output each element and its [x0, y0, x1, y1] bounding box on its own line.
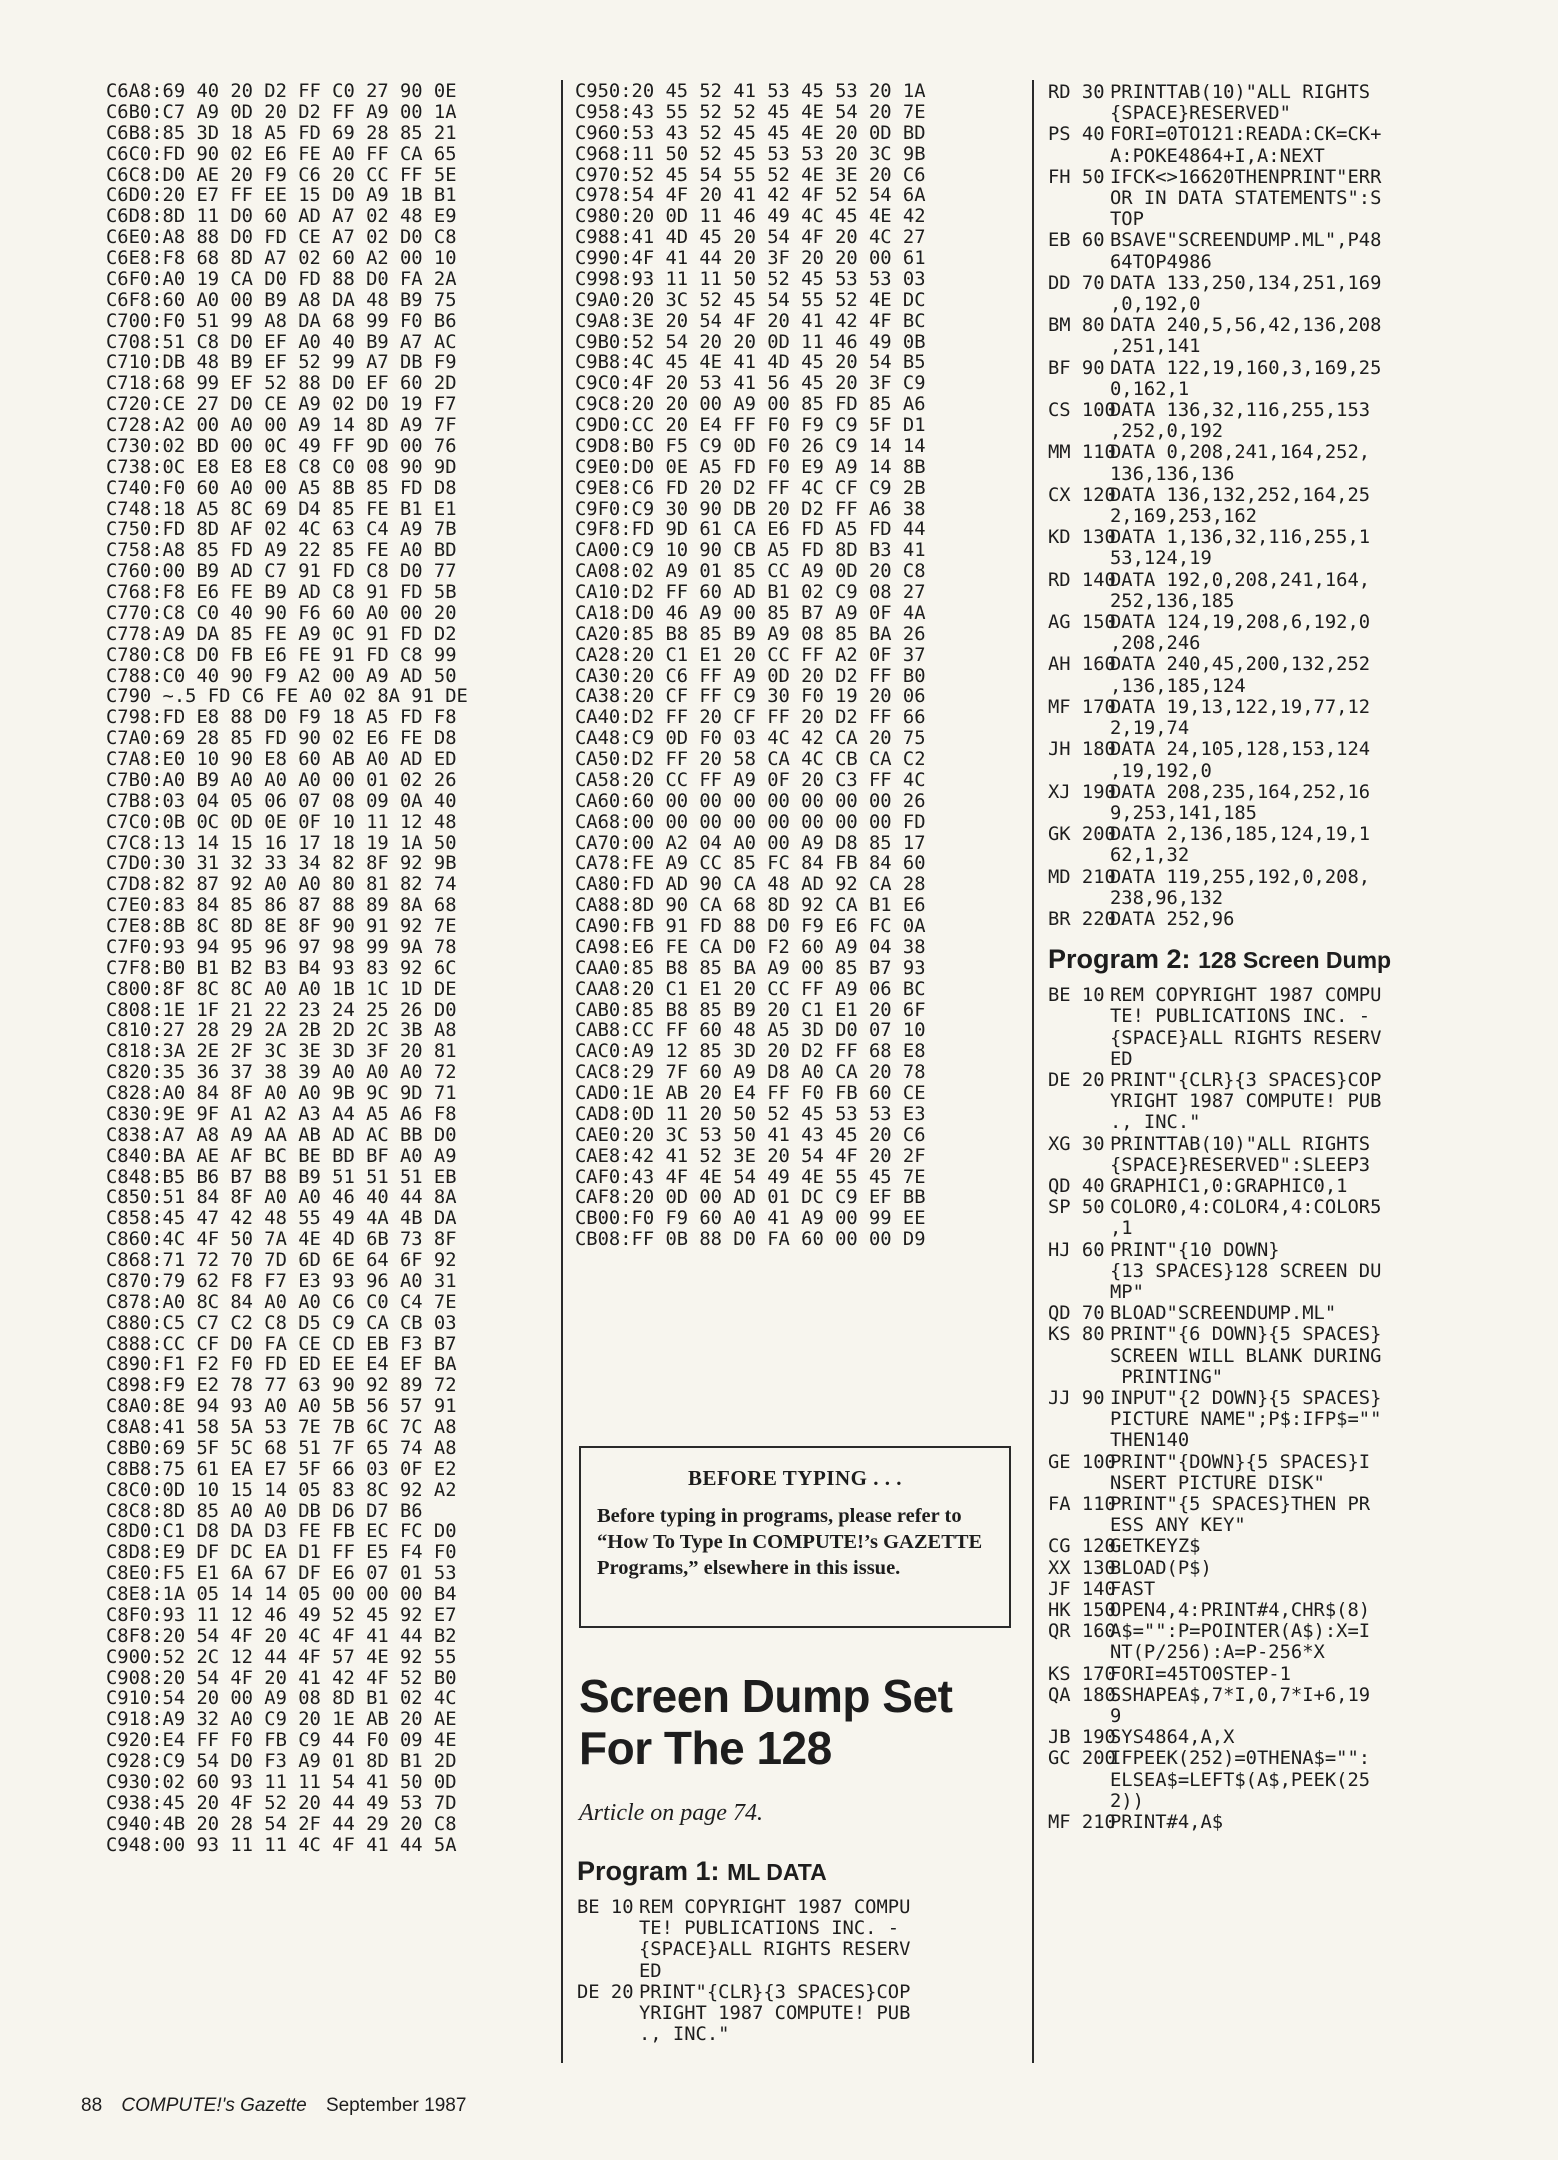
- hex-line: CA18:D0 46 A9 00 85 B7 A9 0F 4A: [575, 603, 926, 624]
- hex-line: C950:20 45 52 41 53 45 53 20 1A: [575, 82, 926, 102]
- basic-code-line: DATA 124,19,208,6,192,0 ,208,246: [1110, 612, 1371, 655]
- hex-line: CA58:20 CC FF A9 0F 20 C3 FF 4C: [575, 770, 926, 791]
- hex-line: C908:20 54 4F 20 41 42 4F 52 B0: [106, 1668, 457, 1689]
- line-checksum-label: BF 90: [1048, 357, 1105, 379]
- line-checksum-label: CS 100: [1048, 400, 1116, 422]
- program2-title: Program 2:: [1048, 944, 1191, 975]
- hex-line: C8C8:8D 85 A0 A0 DB D6 D7 B6: [106, 1501, 423, 1522]
- hex-line: C768:F8 E6 FE B9 AD C8 91 FD 5B: [106, 583, 457, 603]
- hex-line: C6C8:D0 AE 20 F9 C6 20 CC FF 5E: [106, 165, 457, 186]
- hex-line: C6F0:A0 19 CA D0 FD 88 D0 FA 2A: [106, 269, 457, 290]
- hex-line: C6E0:A8 88 D0 FD CE A7 02 D0 C8: [106, 228, 457, 249]
- hex-line: C7C8:13 14 15 16 17 18 19 1A 50: [106, 833, 457, 854]
- hex-line: CAD8:0D 11 20 50 52 45 53 53 E3: [575, 1104, 926, 1125]
- line-checksum-label: XJ 190: [1048, 781, 1116, 803]
- line-checksum-label: SP 50: [1048, 1197, 1105, 1219]
- hex-line: CA78:FE A9 CC 85 FC 84 FB 84 60: [575, 854, 926, 875]
- basic-code-line: DATA 24,105,128,153,124 ,19,192,0: [1110, 739, 1371, 782]
- hex-line: CAD0:1E AB 20 E4 FF F0 FB 60 CE: [575, 1084, 926, 1104]
- hex-line: CAE0:20 3C 53 50 41 43 45 20 C6: [575, 1125, 926, 1146]
- basic-code-line: PRINT"{CLR}{3 SPACES}COP YRIGHT 1987 COMPUTE! PUB ., INC.": [1110, 1069, 1382, 1134]
- line-checksum-label: XG 30: [1048, 1133, 1105, 1155]
- hex-line: C790 ~.5 FD C6 FE A0 02 8A 91 DE: [106, 687, 468, 708]
- hex-line: CA00:C9 10 90 CB A5 FD 8D B3 41: [575, 541, 926, 562]
- hex-line: C700:F0 51 99 A8 DA 68 99 F0 B6: [106, 311, 457, 332]
- hex-line: CAE8:42 41 52 3E 20 54 4F 20 2F: [575, 1146, 926, 1167]
- article-title: Screen Dump Set For The 128: [579, 1670, 953, 1774]
- hex-line: C938:45 20 4F 52 20 44 49 53 7D: [106, 1793, 457, 1814]
- hex-line: C6D8:8D 11 D0 60 AD A7 02 48 E9: [106, 207, 457, 228]
- hex-line: C780:C8 D0 FB E6 FE 91 FD C8 99: [106, 645, 457, 666]
- basic-code-line: COLOR0,4:COLOR4,4:COLOR5 ,1: [1110, 1197, 1382, 1240]
- basic-code-line: OPEN4,4:PRINT#4,CHR$(8): [1110, 1600, 1371, 1622]
- line-checksum-label: AH 160: [1048, 654, 1116, 676]
- basic-code-line: PRINT"{10 DOWN} {13 SPACES}128 SCREEN DU MP": [1110, 1239, 1382, 1303]
- hex-line: CAB0:85 B8 85 B9 20 C1 E1 20 6F: [575, 1000, 926, 1021]
- hex-line: C830:9E 9F A1 A2 A3 A4 A5 A6 F8: [106, 1104, 457, 1125]
- program2-listing: [1048, 985, 1476, 1833]
- hex-line: C750:FD 8D AF 02 4C 63 C4 A9 7B: [106, 520, 457, 541]
- hex-line: C730:02 BD 00 0C 49 FF 9D 00 76: [106, 436, 457, 457]
- hex-line: CAF0:43 4F 4E 54 49 4E 55 45 7E: [575, 1167, 926, 1188]
- basic-code-line: PRINT"{DOWN}{5 SPACES}I NSERT PICTURE DISK": [1110, 1451, 1371, 1494]
- basic-code-line: DATA 19,13,122,19,77,12 2,19,74: [1110, 696, 1371, 740]
- basic-code-line: DATA 119,255,192,0,208, 238,96,132: [1110, 866, 1371, 909]
- basic-code-line: DATA 240,5,56,42,136,208 ,251,141: [1110, 315, 1382, 358]
- hex-line: C7E0:83 84 85 86 87 88 89 8A 68: [106, 896, 457, 917]
- hex-line: C928:C9 54 D0 F3 A9 01 8D B1 2D: [106, 1752, 457, 1772]
- hex-line: C988:41 4D 45 20 54 4F 20 4C 27: [575, 228, 926, 249]
- line-checksum-label: XX 130: [1048, 1557, 1116, 1579]
- hex-line: CB08:FF 0B 88 D0 FA 60 00 00 D9: [575, 1230, 926, 1251]
- hex-line: C798:FD E8 88 D0 F9 18 A5 FD F8: [106, 708, 457, 729]
- line-checksum-label: QR 160: [1048, 1621, 1116, 1643]
- hex-line: C9F0:C9 30 90 DB 20 D2 FF A6 38: [575, 499, 926, 520]
- hex-line: C930:02 60 93 11 11 54 41 50 0D: [106, 1772, 457, 1793]
- program1-title: Program 1:: [577, 1856, 720, 1886]
- hex-line: CA80:FD AD 90 CA 48 AD 92 CA 28: [575, 875, 926, 896]
- basic-code-line: DATA 136,32,116,255,153 ,252,0,192: [1110, 400, 1371, 443]
- hex-line: CAC8:29 7F 60 A9 D8 A0 CA 20 78: [575, 1063, 926, 1084]
- hex-line: C890:F1 F2 F0 FD ED EE E4 EF BA: [106, 1355, 457, 1376]
- line-checksum-label: FA 110: [1048, 1494, 1116, 1515]
- hex-line: CA48:C9 0D F0 03 4C 42 CA 20 75: [575, 729, 926, 750]
- hex-line: CA30:20 C6 FF A9 0D 20 D2 FF B0: [575, 666, 926, 687]
- hex-line: C820:35 36 37 38 39 A0 A0 A0 72: [106, 1063, 457, 1084]
- hex-line: C7B8:03 04 05 06 07 08 09 0A 40: [106, 791, 457, 812]
- hex-line: CA08:02 A9 01 85 CC A9 0D 20 C8: [575, 562, 926, 583]
- hex-line: C9B8:4C 45 4E 41 4D 45 20 54 B5: [575, 353, 926, 374]
- program2-subtitle: 128 Screen Dump: [1198, 947, 1392, 974]
- basic-code-line: PRINTTAB(10)"ALL RIGHTS {SPACE}RESERVED": [1110, 82, 1371, 125]
- line-checksum-label: RD 140: [1048, 569, 1116, 591]
- hex-line: C6F8:60 A0 00 B9 A8 DA 48 B9 75: [106, 290, 457, 311]
- hex-line: C878:A0 8C 84 A0 A0 C6 C0 C4 7E: [106, 1292, 457, 1313]
- program1-listing: [577, 1897, 1017, 2045]
- basic-code-line: BLOAD(P$): [1110, 1557, 1212, 1579]
- hex-line: C948:00 93 11 11 4C 4F 41 44 5A: [106, 1835, 457, 1856]
- line-checksum-label: DE 20: [577, 1981, 634, 2003]
- hex-line: CA28:20 C1 E1 20 CC FF A2 0F 37: [575, 645, 926, 666]
- basic-code-line: FAST: [1110, 1578, 1156, 1600]
- line-checksum-label: GK 200: [1048, 824, 1116, 846]
- line-checksum-label: KS 80: [1048, 1324, 1105, 1346]
- hex-line: CAB8:CC FF 60 48 A5 3D D0 07 10: [575, 1021, 926, 1042]
- hex-line: C9D0:CC 20 E4 FF F0 F9 C9 5F D1: [575, 416, 926, 436]
- hex-line: C840:BA AE AF BC BE BD BF A0 A9: [106, 1146, 457, 1167]
- hex-line: C810:27 28 29 2A 2B 2D 2C 3B A8: [106, 1021, 457, 1042]
- hex-line: CA60:60 00 00 00 00 00 00 00 26: [575, 791, 926, 812]
- line-checksum-label: PS 40: [1048, 124, 1105, 146]
- hex-line: C8D8:E9 DF DC EA D1 FF E5 F4 F0: [106, 1543, 457, 1564]
- basic-code-line: SYS4864,A,X: [1110, 1727, 1235, 1749]
- before-typing-body: Before typing in programs, please refer to “How To Type In COMPUTE!’s GAZETTE Programs,” elsewhere in this issue.: [597, 1505, 983, 1579]
- hex-line: C770:C8 C0 40 90 F6 60 A0 00 20: [106, 603, 457, 624]
- line-checksum-label: HJ 60: [1048, 1239, 1105, 1261]
- line-checksum-label: MF 210: [1048, 1812, 1116, 1834]
- hex-line: C888:CC CF D0 FA CE CD EB F3 B7: [106, 1334, 457, 1355]
- hex-line: C7C0:0B 0C 0D 0E 0F 10 11 12 48: [106, 812, 457, 833]
- hex-line: C738:0C E8 E8 E8 C8 C0 08 90 9D: [106, 457, 457, 478]
- hex-line: C960:53 43 52 45 45 4E 20 0D BD: [575, 123, 926, 144]
- line-checksum-label: EB 60: [1048, 230, 1105, 252]
- line-checksum-label: BR 220: [1048, 908, 1116, 930]
- hex-line: C6D0:20 E7 FF EE 15 D0 A9 1B B1: [106, 186, 457, 207]
- line-checksum-label: GE 100: [1048, 1451, 1116, 1473]
- hex-line: C920:E4 FF F0 FB C9 44 F0 09 4E: [106, 1731, 457, 1752]
- hex-line: C9E8:C6 FD 20 D2 FF 4C CF C9 2B: [575, 478, 926, 499]
- hex-line: C788:C0 40 90 F9 A2 00 A9 AD 50: [106, 666, 457, 687]
- hex-line: C778:A9 DA 85 FE A9 0C 91 FD D2: [106, 624, 457, 645]
- hex-line: C728:A2 00 A0 00 A9 14 8D A9 7F: [106, 416, 457, 436]
- line-checksum-label: KD 130: [1048, 527, 1116, 549]
- basic-code-line: DATA 136,132,252,164,25 2,169,253,162: [1110, 484, 1371, 528]
- hex-line: C870:79 62 F8 F7 E3 93 96 A0 31: [106, 1271, 457, 1292]
- line-checksum-label: BM 80: [1048, 315, 1105, 337]
- line-checksum-label: DD 70: [1048, 272, 1105, 294]
- hex-line: C918:A9 32 A0 C9 20 1E AB 20 AE: [106, 1710, 457, 1731]
- hex-line: C8A0:8E 94 93 A0 A0 5B 56 57 91: [106, 1397, 457, 1418]
- line-checksum-label: QD 70: [1048, 1303, 1105, 1325]
- hex-line: CA70:00 A2 04 A0 00 A9 D8 85 17: [575, 833, 926, 854]
- hex-line: CA40:D2 FF 20 CF FF 20 D2 FF 66: [575, 708, 926, 729]
- hex-line: C910:54 20 00 A9 08 8D B1 02 4C: [106, 1689, 457, 1710]
- page-number: 88: [81, 2095, 103, 2116]
- hex-line: C7A8:E0 10 90 E8 60 AB A0 AD ED: [106, 750, 457, 770]
- hex-line: C720:CE 27 D0 CE A9 02 D0 19 F7: [106, 395, 457, 416]
- hex-line: CA98:E6 FE CA D0 F2 60 A9 04 38: [575, 937, 926, 958]
- basic-code-line: DATA 1,136,32,116,255,1 53,124,19: [1110, 527, 1371, 570]
- hex-line: C6E8:F8 68 8D A7 02 60 A2 00 10: [106, 249, 457, 269]
- hex-line: C8F8:20 54 4F 20 4C 4F 41 44 B2: [106, 1626, 457, 1647]
- hex-line: CA68:00 00 00 00 00 00 00 00 FD: [575, 812, 926, 833]
- basic-code-line: REM COPYRIGHT 1987 COMPU TE! PUBLICATIONS INC. - {SPACE}ALL RIGHTS RESERV ED: [639, 1897, 911, 1982]
- hex-line: CAF8:20 0D 00 AD 01 DC C9 EF BB: [575, 1188, 926, 1209]
- hex-column-1: [106, 82, 546, 1856]
- basic-code-line: IFCK<>16620THENPRINT"ERR OR IN DATA STATEMENTS":S TOP: [1110, 166, 1382, 231]
- basic-code-line: DATA 0,208,241,164,252, 136,136,136: [1110, 442, 1371, 485]
- listing-column-3: [1048, 82, 1476, 1833]
- program2-heading: [1048, 944, 1476, 975]
- hex-line: C968:11 50 52 45 53 53 20 3C 9B: [575, 144, 926, 165]
- basic-code-line: DATA 208,235,164,252,16 9,253,141,185: [1110, 781, 1371, 824]
- hex-line: C7F0:93 94 95 96 97 98 99 9A 78: [106, 937, 457, 958]
- hex-line: C8E0:F5 E1 6A 67 DF E6 07 01 53: [106, 1564, 457, 1585]
- line-checksum-label: BE 10: [1048, 985, 1105, 1007]
- publication-name: COMPUTE!'s Gazette: [121, 2095, 307, 2116]
- line-checksum-label: BE 10: [577, 1897, 634, 1918]
- hex-line: C6C0:FD 90 02 E6 FE A0 FF CA 65: [106, 144, 457, 165]
- hex-line: C828:A0 84 8F A0 A0 9B 9C 9D 71: [106, 1084, 457, 1104]
- hex-line: C6A8:69 40 20 D2 FF C0 27 90 0E: [106, 82, 457, 102]
- hex-line: CA90:FB 91 FD 88 D0 F9 E6 FC 0A: [575, 917, 926, 937]
- basic-code-line: BSAVE"SCREENDUMP.ML",P48 64TOP4986: [1110, 230, 1382, 273]
- hex-line: C740:F0 60 A0 00 A5 8B 85 FD D8: [106, 478, 457, 499]
- hex-line: CB00:F0 F9 60 A0 41 A9 00 99 EE: [575, 1209, 926, 1230]
- hex-line: C8B0:69 5F 5C 68 51 7F 65 74 A8: [106, 1438, 457, 1459]
- basic-code-line: REM COPYRIGHT 1987 COMPU TE! PUBLICATIONS INC. - {SPACE}ALL RIGHTS RESERV ED: [1110, 985, 1382, 1070]
- basic-code-line: PRINTTAB(10)"ALL RIGHTS {SPACE}RESERVED":SLEEP3: [1110, 1133, 1371, 1176]
- hex-line: C7E8:8B 8C 8D 8E 8F 90 91 92 7E: [106, 917, 457, 937]
- line-checksum-label: JH 180: [1048, 739, 1116, 761]
- basic-code-line: PRINT"{5 SPACES}THEN PR ESS ANY KEY": [1110, 1494, 1371, 1537]
- hex-line: C970:52 45 54 55 52 4E 3E 20 C6: [575, 165, 926, 186]
- program1-section: [577, 1856, 1017, 2045]
- line-checksum-label: FH 50: [1048, 166, 1105, 188]
- line-checksum-label: MD 210: [1048, 866, 1116, 888]
- basic-code-line: BLOAD"SCREENDUMP.ML": [1110, 1303, 1337, 1325]
- line-checksum-label: KS 170: [1048, 1663, 1116, 1685]
- column-rule-2: [1032, 80, 1034, 2063]
- line-checksum-label: QD 40: [1048, 1175, 1105, 1197]
- basic-code-line: PRINT"{CLR}{3 SPACES}COP YRIGHT 1987 COMPUTE! PUB ., INC.": [639, 1981, 911, 2046]
- hex-line: C710:DB 48 B9 EF 52 99 A7 DB F9: [106, 353, 457, 374]
- line-checksum-label: MM 110: [1048, 442, 1116, 464]
- basic-code-line: DATA 122,19,160,3,169,25 0,162,1: [1110, 357, 1382, 400]
- basic-code-line: DATA 192,0,208,241,164, 252,136,185: [1110, 569, 1371, 612]
- hex-line: C898:F9 E2 78 77 63 90 92 89 72: [106, 1376, 457, 1397]
- hex-line: C7F8:B0 B1 B2 B3 B4 93 83 92 6C: [106, 958, 457, 979]
- hex-line: CA50:D2 FF 20 58 CA 4C CB CA C2: [575, 750, 926, 770]
- hex-line: C800:8F 8C 8C A0 A0 1B 1C 1D DE: [106, 979, 457, 1000]
- line-checksum-label: CG 120: [1048, 1536, 1116, 1558]
- hex-line: CAC0:A9 12 85 3D 20 D2 FF 68 E8: [575, 1042, 926, 1063]
- hex-line: C9E0:D0 0E A5 FD F0 E9 A9 14 8B: [575, 457, 926, 478]
- hex-line: C718:68 99 EF 52 88 D0 EF 60 2D: [106, 374, 457, 395]
- hex-line: C9B0:52 54 20 20 0D 11 46 49 0B: [575, 332, 926, 353]
- program1-listing-continued: [1048, 82, 1476, 930]
- hex-line: C9D8:B0 F5 C9 0D F0 26 C9 14 14: [575, 436, 926, 457]
- hex-line: C848:B5 B6 B7 B8 B9 51 51 51 EB: [106, 1167, 457, 1188]
- basic-code-line: GETKEYZ$: [1110, 1536, 1201, 1558]
- hex-line: C958:43 55 52 52 45 4E 54 20 7E: [575, 102, 926, 123]
- hex-line: C8A8:41 58 5A 53 7E 7B 6C 7C A8: [106, 1418, 457, 1438]
- basic-code-line: INPUT"{2 DOWN}{5 SPACES} PICTURE NAME";P$:IFP$="" THEN140: [1110, 1387, 1382, 1452]
- hex-line: C998:93 11 11 50 52 45 53 53 03: [575, 269, 926, 290]
- hex-line: CAA0:85 B8 85 BA A9 00 85 B7 93: [575, 958, 926, 979]
- line-checksum-label: DE 20: [1048, 1069, 1105, 1091]
- line-checksum-label: JJ 90: [1048, 1387, 1105, 1409]
- basic-code-line: GRAPHIC1,0:GRAPHIC0,1: [1110, 1175, 1348, 1197]
- hex-line: C8D0:C1 D8 DA D3 FE FB EC FC D0: [106, 1522, 457, 1543]
- before-typing-title: BEFORE TYPING . . .: [688, 1466, 902, 1490]
- basic-code-line: PRINT#4,A$: [1110, 1812, 1224, 1834]
- hex-line: C6B8:85 3D 18 A5 FD 69 28 85 21: [106, 123, 457, 144]
- basic-code-line: DATA 252,96: [1110, 908, 1235, 930]
- basic-code-line: A$="":P=POINTER(A$):X=I NT(P/256):A=P-256*X: [1110, 1621, 1371, 1664]
- program1-subtitle: ML DATA: [727, 1859, 827, 1885]
- article-reference: Article on page 74.: [579, 1800, 763, 1826]
- hex-line: C7A0:69 28 85 FD 90 02 E6 FE D8: [106, 729, 457, 750]
- basic-code-line: DATA 2,136,185,124,19,1 62,1,32: [1110, 824, 1371, 867]
- hex-line: C8E8:1A 05 14 14 05 00 00 00 B4: [106, 1585, 457, 1605]
- hex-line: C858:45 47 42 48 55 49 4A 4B DA: [106, 1209, 457, 1230]
- hex-column-2: [575, 82, 1015, 1251]
- hex-line: C8C0:0D 10 15 14 05 83 8C 92 A2: [106, 1480, 457, 1501]
- hex-line: C8B8:75 61 EA E7 5F 66 03 0F E2: [106, 1459, 457, 1480]
- hex-line: C760:00 B9 AD C7 91 FD C8 D0 77: [106, 562, 457, 583]
- hex-line: CA38:20 CF FF C9 30 F0 19 20 06: [575, 687, 926, 708]
- hex-line: C980:20 0D 11 46 49 4C 45 4E 42: [575, 207, 926, 228]
- hex-line: C758:A8 85 FD A9 22 85 FE A0 BD: [106, 541, 457, 562]
- hex-line: C9F8:FD 9D 61 CA E6 FD A5 FD 44: [575, 520, 926, 541]
- basic-code-line: SSHAPEA$,7*I,0,7*I+6,19 9: [1110, 1684, 1371, 1728]
- hex-line: C9A8:3E 20 54 4F 20 41 42 4F BC: [575, 311, 926, 332]
- hex-line: C900:52 2C 12 44 4F 57 4E 92 55: [106, 1647, 457, 1668]
- hex-line: CAA8:20 C1 E1 20 CC FF A9 06 BC: [575, 979, 926, 1000]
- issue-date: September 1987: [325, 2095, 467, 2116]
- hex-line: C6B0:C7 A9 0D 20 D2 FF A9 00 1A: [106, 102, 457, 123]
- hex-line: C8F0:93 11 12 46 49 52 45 92 E7: [106, 1605, 457, 1626]
- basic-code-line: FORI=45TO0STEP-1: [1110, 1663, 1291, 1685]
- hex-line: C7B0:A0 B9 A0 A0 A0 00 01 02 26: [106, 770, 457, 791]
- basic-code-line: DATA 240,45,200,132,252 ,136,185,124: [1110, 654, 1371, 697]
- line-checksum-label: AG 150: [1048, 612, 1116, 634]
- hex-line: CA10:D2 FF 60 AD B1 02 C9 08 27: [575, 583, 926, 603]
- line-checksum-label: QA 180: [1048, 1684, 1116, 1706]
- line-checksum-label: MF 170: [1048, 696, 1116, 718]
- program1-heading: [577, 1856, 1017, 1887]
- line-checksum-label: GC 200: [1048, 1748, 1116, 1770]
- hex-line: C838:A7 A8 A9 AA AB AD AC BB D0: [106, 1125, 457, 1146]
- hex-line: C818:3A 2E 2F 3C 3E 3D 3F 20 81: [106, 1042, 457, 1063]
- basic-code-line: PRINT"{6 DOWN}{5 SPACES} SCREEN WILL BLANK DURING PRINTING": [1110, 1324, 1382, 1388]
- hex-line: C868:71 72 70 7D 6D 6E 64 6F 92: [106, 1251, 457, 1271]
- hex-line: C940:4B 20 28 54 2F 44 29 20 C8: [106, 1814, 457, 1835]
- hex-line: C860:4C 4F 50 7A 4E 4D 6B 73 8F: [106, 1230, 457, 1251]
- hex-line: CA88:8D 90 CA 68 8D 92 CA B1 E6: [575, 896, 926, 917]
- basic-code-line: FORI=0TO121:READA:CK=CK+ A:POKE4864+I,A:NEXT: [1110, 124, 1382, 167]
- hex-line: C9C8:20 20 00 A9 00 85 FD 85 A6: [575, 395, 926, 416]
- page-footer: [81, 2095, 466, 2117]
- hex-line: C978:54 4F 20 41 42 4F 52 54 6A: [575, 186, 926, 207]
- line-checksum-label: JF 140: [1048, 1578, 1116, 1600]
- line-checksum-label: HK 150: [1048, 1600, 1116, 1622]
- hex-line: C708:51 C8 D0 EF A0 40 B9 A7 AC: [106, 332, 457, 353]
- basic-code-line: DATA 133,250,134,251,169 ,0,192,0: [1110, 272, 1382, 316]
- hex-line: C9A0:20 3C 52 45 54 55 52 4E DC: [575, 290, 926, 311]
- line-checksum-label: JB 190: [1048, 1727, 1116, 1749]
- hex-line: C7D0:30 31 32 33 34 82 8F 92 9B: [106, 854, 457, 875]
- column-rule-1: [561, 80, 563, 2063]
- hex-line: C7D8:82 87 92 A0 A0 80 81 82 74: [106, 875, 457, 896]
- basic-code-line: IFPEEK(252)=0THENA$="": ELSEA$=LEFT$(A$,PEEK(25 2)): [1110, 1748, 1371, 1812]
- line-checksum-label: CX 120: [1048, 484, 1116, 506]
- hex-line: C808:1E 1F 21 22 23 24 25 26 D0: [106, 1000, 457, 1021]
- hex-line: C850:51 84 8F A0 A0 46 40 44 8A: [106, 1188, 457, 1209]
- before-typing-box: [579, 1446, 1011, 1628]
- hex-line: C880:C5 C7 C2 C8 D5 C9 CA CB 03: [106, 1313, 457, 1334]
- hex-line: C990:4F 41 44 20 3F 20 20 00 61: [575, 249, 926, 269]
- hex-line: C748:18 A5 8C 69 D4 85 FE B1 E1: [106, 499, 457, 520]
- line-checksum-label: RD 30: [1048, 82, 1105, 103]
- hex-line: CA20:85 B8 85 B9 A9 08 85 BA 26: [575, 624, 926, 645]
- hex-line: C9C0:4F 20 53 41 56 45 20 3F C9: [575, 374, 926, 395]
